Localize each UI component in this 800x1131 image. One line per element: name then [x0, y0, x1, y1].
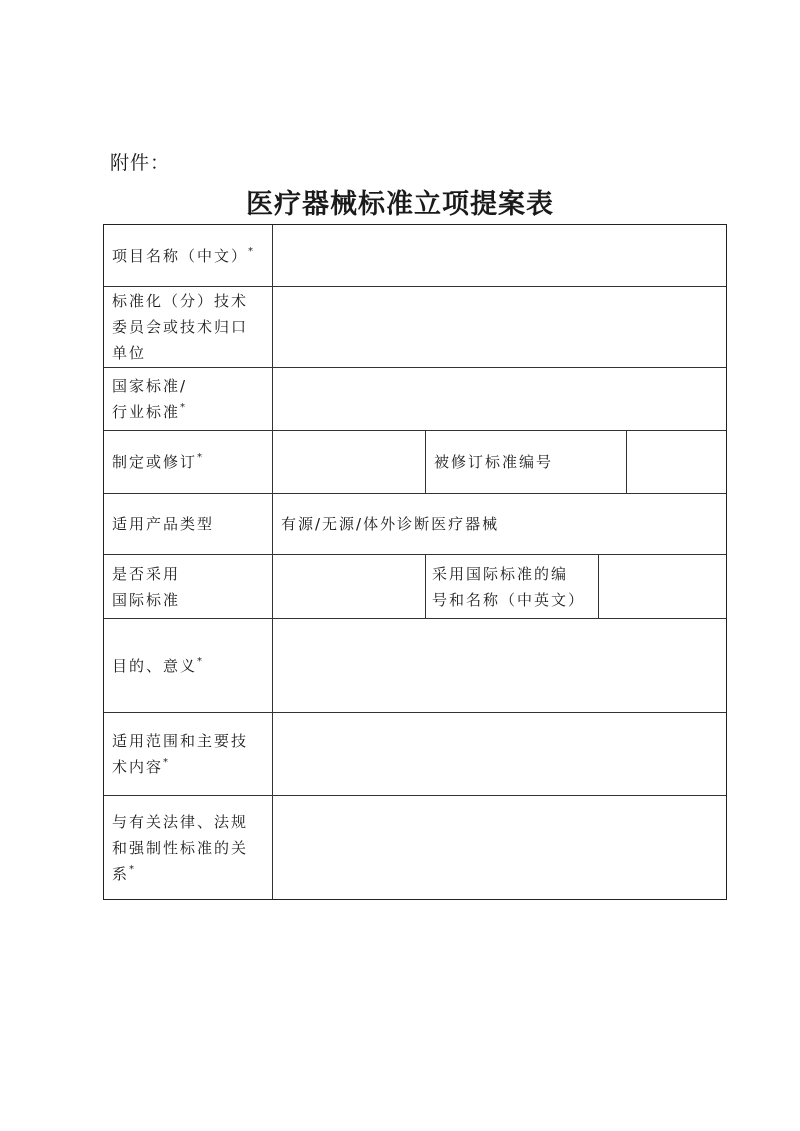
row-committee — [104, 287, 726, 368]
required-mark: * — [197, 655, 203, 667]
label-project-name: 项目名称（中文）* — [104, 225, 273, 286]
label-revised-standard-no: 被修订标准编号 — [426, 431, 627, 493]
row-revision — [104, 431, 726, 494]
field-purpose[interactable] — [273, 619, 726, 712]
field-revision[interactable] — [273, 431, 426, 493]
label-purpose: 目的、意义* — [104, 619, 273, 712]
label-revision: 制定或修订* — [104, 431, 273, 493]
field-adopt-intl[interactable] — [273, 555, 426, 618]
row-standard-type — [104, 368, 726, 431]
label-adopt-intl: 是否采用 国际标准 — [104, 555, 273, 618]
row-adopt-intl — [104, 555, 726, 619]
field-standard-type[interactable] — [273, 368, 726, 430]
row-product-type — [104, 494, 726, 555]
field-project-name[interactable] — [273, 225, 726, 286]
label-intl-standard-no: 采用国际标准的编 号和名称（中英文） — [426, 555, 599, 618]
required-mark: * — [129, 863, 135, 875]
label-standard-type: 国家标准/ 行业标准* — [104, 368, 273, 430]
required-mark: * — [163, 757, 169, 768]
proposal-form-table — [103, 224, 727, 900]
field-product-type[interactable]: 有源/无源/体外诊断医疗器械 — [281, 515, 500, 533]
required-mark: * — [248, 245, 254, 257]
label-product-type: 适用产品类型 — [104, 494, 273, 554]
label-relation: 与有关法律、法规 和强制性标准的关 系* — [104, 796, 273, 899]
required-mark: * — [197, 452, 203, 463]
label-committee: 标准化（分）技术 委员会或技术归口 单位 — [104, 287, 273, 367]
label-scope: 适用范围和主要技 术内容* — [104, 713, 273, 795]
field-intl-standard-no[interactable] — [599, 555, 726, 618]
required-mark: * — [180, 402, 186, 413]
row-scope — [104, 713, 726, 796]
form-title: 医疗器械标准立项提案表 — [246, 189, 554, 220]
field-scope[interactable] — [273, 713, 726, 795]
row-relation — [104, 796, 726, 899]
attachment-label: 附件： — [110, 152, 171, 174]
field-revised-standard-no[interactable] — [627, 431, 726, 493]
row-purpose — [104, 619, 726, 713]
field-relation[interactable] — [273, 796, 726, 899]
row-project-name — [104, 225, 726, 287]
field-committee[interactable] — [273, 287, 726, 367]
